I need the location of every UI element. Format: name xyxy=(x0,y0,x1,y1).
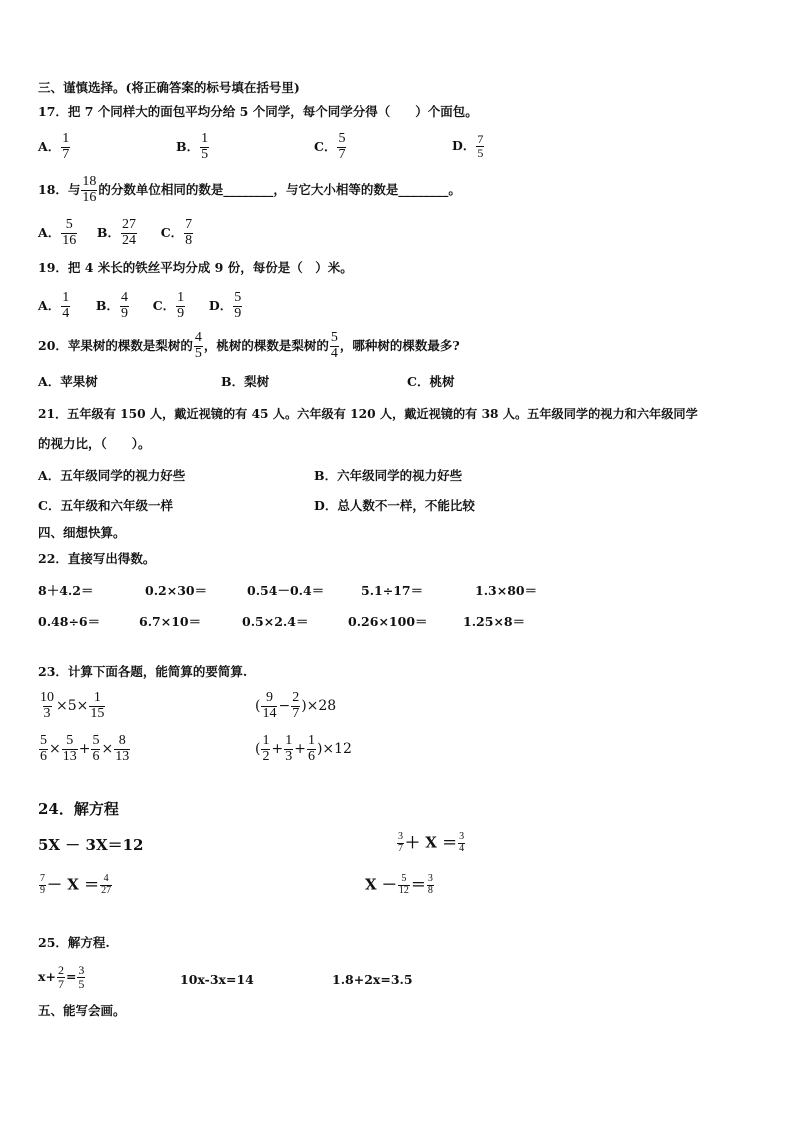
q21-option-a: A．五年级同学的视力好些 xyxy=(38,468,186,483)
fraction: $\frac{5}{6}$ xyxy=(92,733,100,764)
q22-item: 0.54－0.4＝ xyxy=(247,583,325,598)
q23-expression-1: $\frac{10}{3}$ ×5× $\frac{1}{15}$ xyxy=(40,690,105,721)
q22-item: 0.26×100＝ xyxy=(348,614,428,629)
fraction: $\frac{4}{9}$ xyxy=(121,290,128,321)
fraction: $\frac{1}{4}$ xyxy=(62,290,70,321)
q17-option-b xyxy=(176,132,210,162)
fraction: $\frac{3}{4}$ xyxy=(459,831,465,854)
q17-option-a xyxy=(38,132,71,162)
question-21-line-2: 的视力比，（ ）。 xyxy=(38,436,151,451)
section-4-heading: 四、细想快算。 xyxy=(38,525,126,540)
fraction: $\frac{5}{12}$ xyxy=(398,873,409,896)
q22-item: 1.3×80＝ xyxy=(475,583,538,598)
q25-equation-1: x+ $\frac{2}{7}$ = $\frac{3}{5}$ xyxy=(38,963,85,991)
fraction: $\frac{27}{24}$ xyxy=(122,217,136,248)
question-24-title: 24．解方程 xyxy=(38,800,119,818)
q24-equation-3: $\frac{7}{9}$ － X ＝ $\frac{4}{27}$ xyxy=(40,873,112,896)
fraction: $\frac{1}{15}$ xyxy=(90,690,105,721)
q21-option-c: C．五年级和六年级一样 xyxy=(38,498,173,513)
fraction: $\frac{5}{16}$ xyxy=(62,217,77,248)
fraction: $\frac{1}{9}$ xyxy=(177,290,185,321)
question-17-text: 17．把 7 个同样大的面包平均分给 5 个同学，每个同学分得（ ）个面包。 xyxy=(38,104,478,119)
q23-expression-2: ( $\frac{9}{14}$ − $\frac{2}{7}$ )×28 xyxy=(255,690,337,721)
section-5-heading: 五、能写会画。 xyxy=(38,1003,126,1018)
q23-expression-3: $\frac{5}{6}$ × $\frac{5}{13}$ + $\frac{5}{6}$ × $\frac{8}{13}$ xyxy=(40,733,130,764)
question-19-text: 19．把 4 米长的铁丝平均分成 9 份，每份是（ ）米。 xyxy=(38,260,353,275)
q22-item: 5.1÷17＝ xyxy=(361,583,424,598)
q22-item: 0.2×30＝ xyxy=(145,583,208,598)
section-3-heading: 三、谨慎选择。(将正确答案的标号填在括号里) xyxy=(38,80,300,95)
fraction: $\frac{5}{9}$ xyxy=(234,290,242,321)
option-label: D． xyxy=(452,137,476,153)
fraction: $\frac{7}{8}$ xyxy=(185,217,193,248)
fraction: $\frac{3}{5}$ xyxy=(78,963,85,991)
fraction: $\frac{1}{7}$ xyxy=(62,131,70,162)
fraction: $\frac{3}{8}$ xyxy=(427,873,433,896)
q22-item: 6.7×10＝ xyxy=(139,614,202,629)
fraction: $\frac{5}{7}$ xyxy=(338,131,346,162)
fraction: $\frac{18}{16}$ xyxy=(82,174,97,205)
question-22-title: 22．直接写出得数。 xyxy=(38,551,156,566)
fraction: $\frac{10}{3}$ xyxy=(40,690,54,721)
q22-item: 8＋4.2＝ xyxy=(38,583,94,598)
fraction: $\frac{5}{4}$ xyxy=(330,330,338,361)
fraction: $\frac{1}{5}$ xyxy=(201,131,209,162)
q19-options: A． $\frac{1}{4}$ B． $\frac{4}{9}$ C． $\frac{1}{9}$ D． $\frac{5}{9}$ xyxy=(38,290,242,321)
q21-option-b: B．六年级同学的视力好些 xyxy=(314,468,463,483)
question-20-text: 20．苹果树的棵数是梨树的 $\frac{4}{5}$ ，桃树的棵数是梨树的 $\frac{5}{4}$ ，哪种树的棵数最多? xyxy=(38,330,460,361)
q25-equation-2: 10x-3x=14 xyxy=(180,972,254,987)
fraction: $\frac{5}{6}$ xyxy=(40,733,47,764)
q24-equation-1: 5X － 3X＝12 xyxy=(38,836,144,854)
question-18-text: 18．与 $\frac{18}{16}$ 的分数单位相同的数是________，与它大小相等的数是________。 xyxy=(38,174,461,205)
question-25-title: 25．解方程. xyxy=(38,935,110,950)
fraction: $\frac{7}{9}$ xyxy=(40,873,45,896)
q20-option-a: A．苹果树 xyxy=(38,374,98,389)
q24-equation-2: $\frac{3}{7}$ ＋ X ＝ $\frac{3}{4}$ xyxy=(398,831,465,854)
q17-option-d xyxy=(452,133,485,159)
option-label: B． xyxy=(176,138,200,154)
fraction: $\frac{1}{6}$ xyxy=(307,733,315,764)
q25-equation-3: 1.8+2x=3.5 xyxy=(332,972,413,987)
fraction: $\frac{3}{7}$ xyxy=(398,831,403,854)
q18-options: A． $\frac{5}{16}$ B． $\frac{27}{24}$ C． $\frac{7}{8}$ xyxy=(38,217,193,248)
q17-option-c xyxy=(314,132,347,162)
q22-item: 1.25×8＝ xyxy=(463,614,526,629)
q20-option-c: C．桃树 xyxy=(407,374,455,389)
question-21-line-1: 21．五年级有 150 人，戴近视镜的有 45 人。六年级有 120 人，戴近视镜的有 38 人。五年级同学的视力和六年级同学 xyxy=(38,407,698,421)
fraction: $\frac{2}{7}$ xyxy=(57,963,64,991)
option-label: A． xyxy=(38,138,61,154)
q21-option-d: D．总人数不一样，不能比较 xyxy=(314,498,475,513)
q23-expression-4: ( $\frac{1}{2}$ + $\frac{1}{3}$ + $\frac{1}{6}$ )×12 xyxy=(255,733,352,764)
q22-item: 0.5×2.4＝ xyxy=(242,614,309,629)
fraction: $\frac{8}{13}$ xyxy=(115,733,130,764)
q22-item: 0.48÷6＝ xyxy=(38,614,101,629)
fraction: $\frac{4}{27}$ xyxy=(101,873,112,896)
fraction: $\frac{2}{7}$ xyxy=(292,690,300,721)
fraction: $\frac{7}{5}$ xyxy=(477,132,484,160)
fraction: $\frac{9}{14}$ xyxy=(262,690,277,721)
fraction: $\frac{4}{5}$ xyxy=(194,330,202,361)
fraction: $\frac{1}{3}$ xyxy=(285,733,293,764)
fraction: $\frac{5}{13}$ xyxy=(62,733,77,764)
option-label: C． xyxy=(314,138,337,154)
q24-equation-4: X － $\frac{5}{12}$ ＝ $\frac{3}{8}$ xyxy=(365,873,433,896)
question-23-title: 23．计算下面各题，能简算的要简算. xyxy=(38,664,248,679)
q20-option-b: B．梨树 xyxy=(221,374,270,389)
fraction: $\frac{1}{2}$ xyxy=(262,733,270,764)
